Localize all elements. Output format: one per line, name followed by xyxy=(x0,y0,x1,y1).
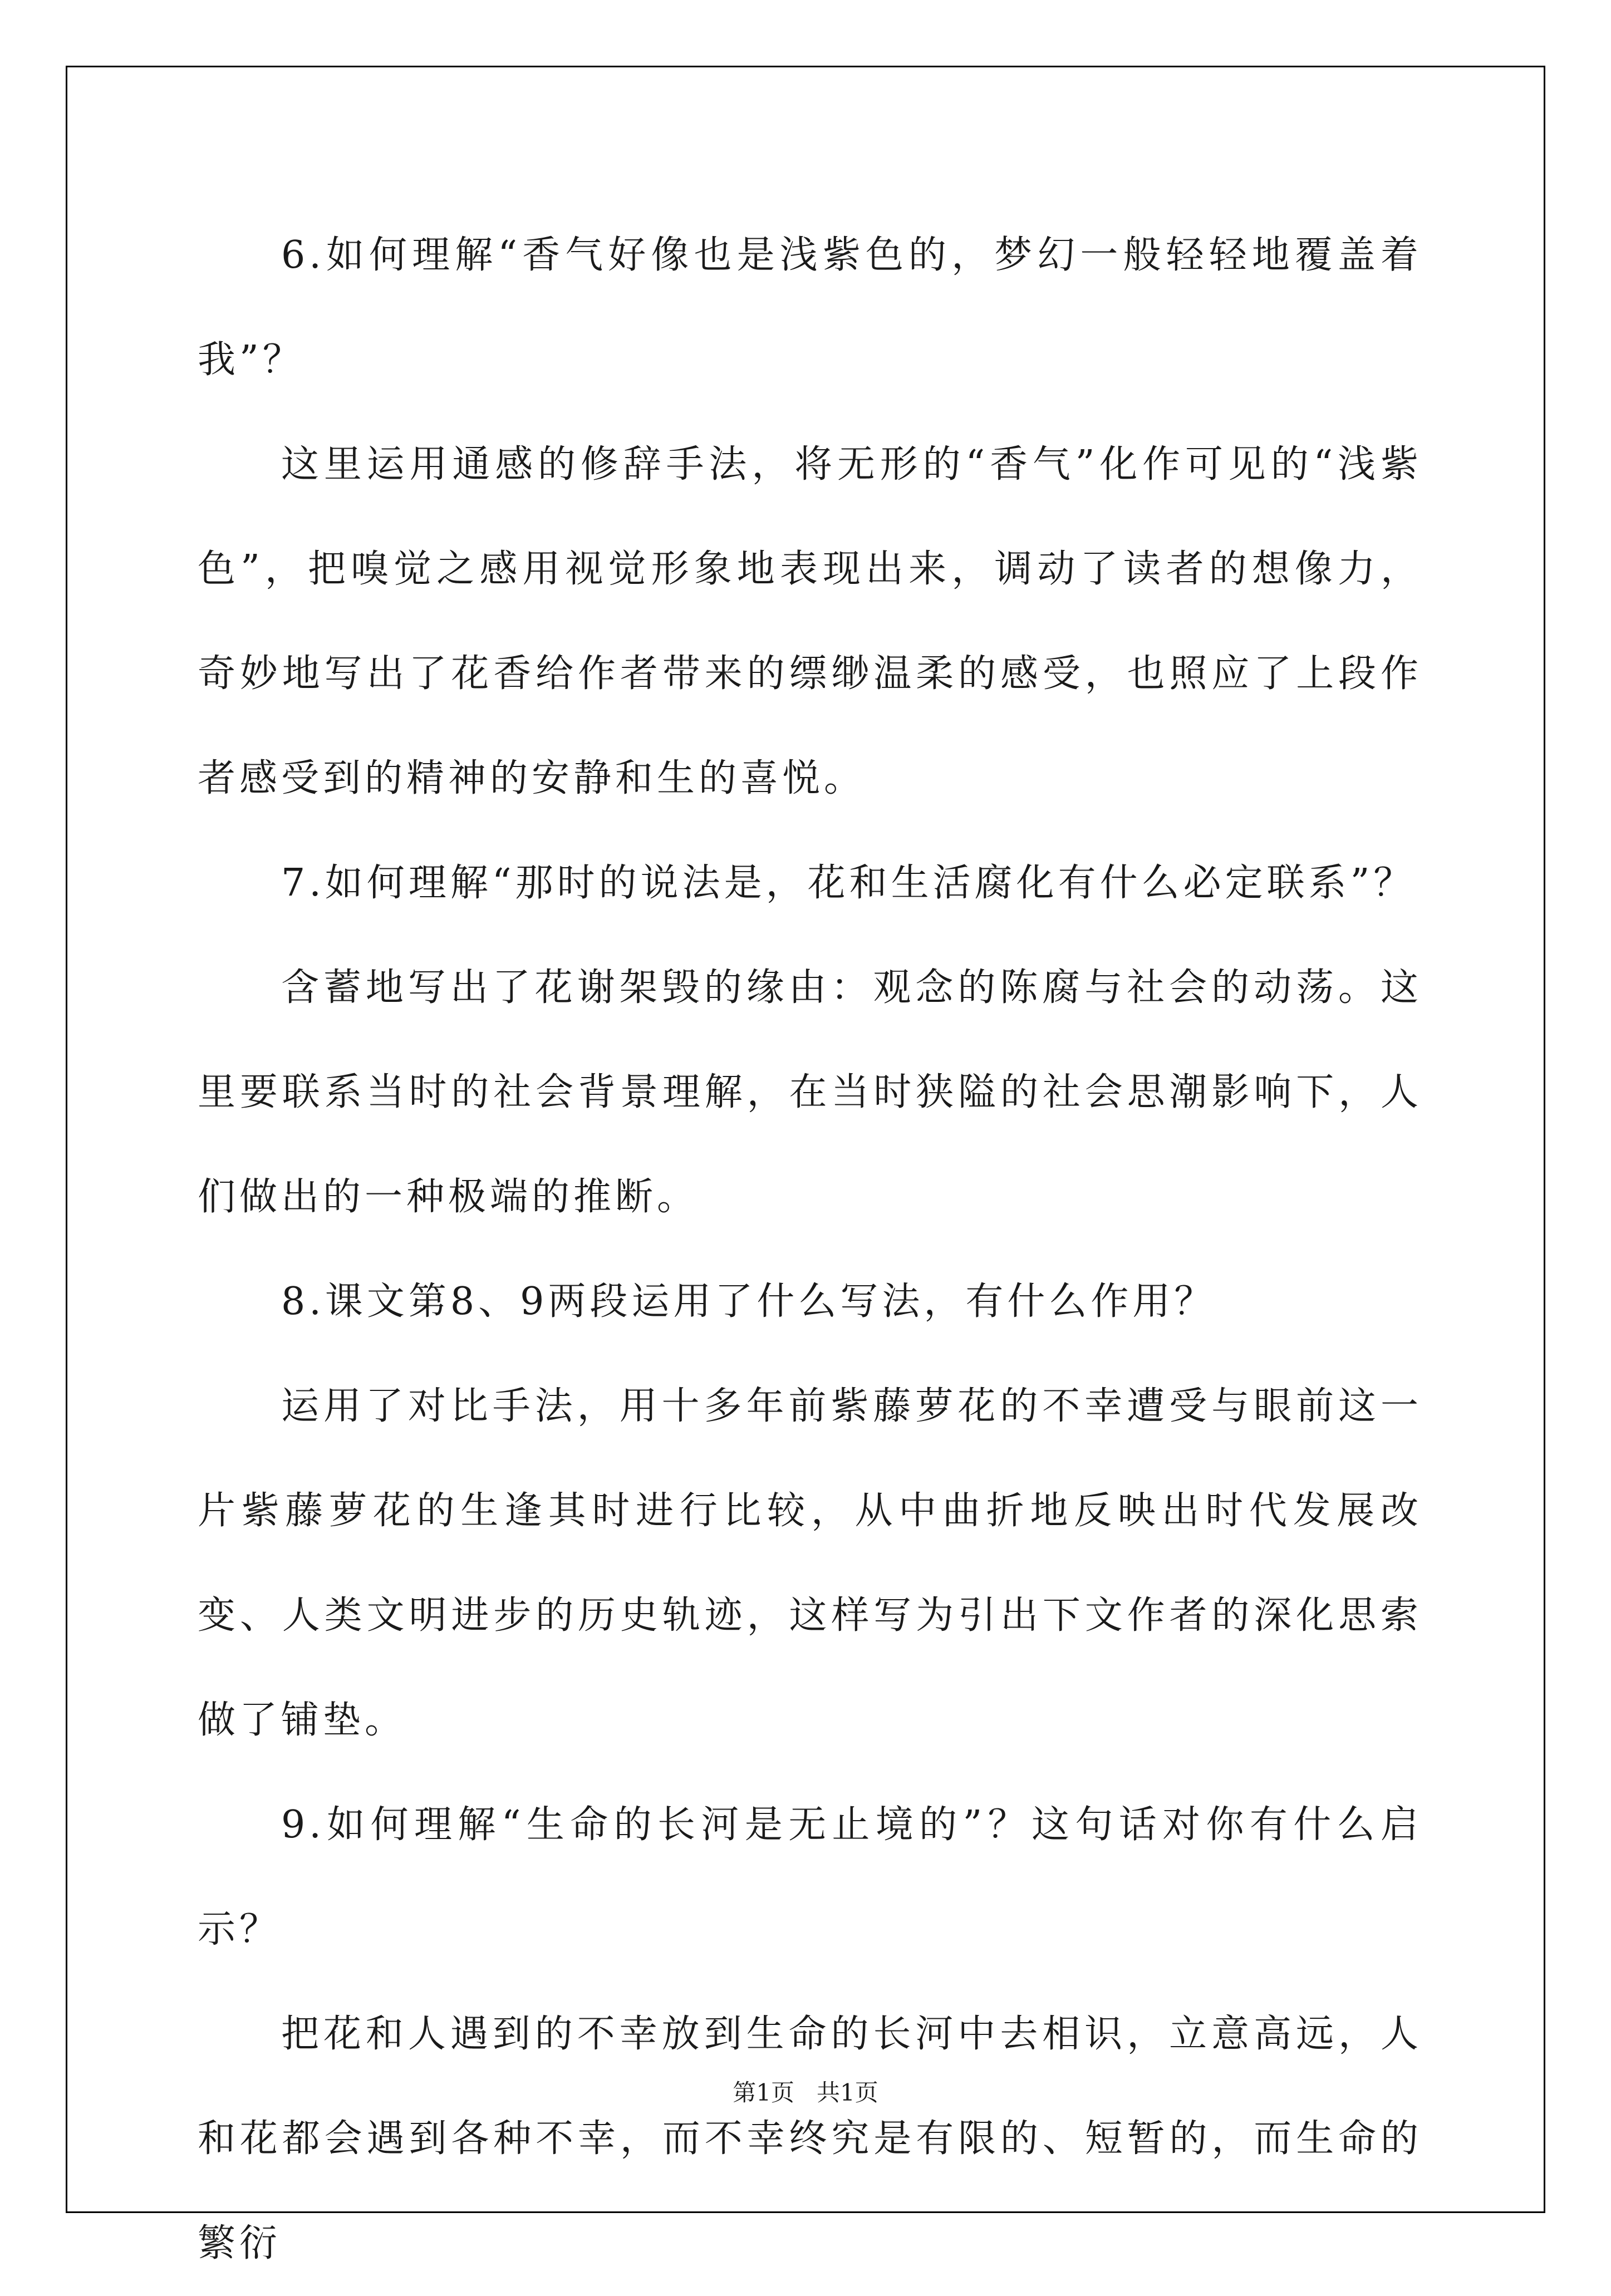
question-8: 8.课文第8、9两段运用了什么写法，有什么作用？ xyxy=(281,1280,1216,1324)
question-9: 9.如何理解“生命的长河是无止境的”？这句话对你有什么启示？ xyxy=(198,1803,1422,1951)
question-6: 6.如何理解“香气好像也是浅紫色的，梦幻一般轻轻地覆盖着我”？ xyxy=(198,233,1422,382)
answer-6: 这里运用通感的修辞手法，将无形的“香气”化作可见的“浅紫色”，把嗅觉之感用视觉形象地表现出来，调动了读者的想像力，奇妙地写出了花香给作者带来的缥缈温柔的感受，也照应了上段作者感受到的精神的安静和生的喜悦。 xyxy=(198,443,1422,800)
answer-8: 运用了对比手法，用十多年前紫藤萝花的不幸遭受与眼前这一片紫藤萝花的生逢其时进行比较，从中曲折地反映出时代发展改变、人类文明进步的历史轨迹，这样写为引出下文作者的深化思索做了铺垫。 xyxy=(198,1384,1422,1742)
question-7: 7.如何理解“那时的说法是，花和生活腐化有什么必定联系”？ xyxy=(281,861,1416,905)
document-body xyxy=(198,203,1422,2296)
answer-9: 把花和人遇到的不幸放到生命的长河中去相识，立意高远，人和花都会遇到各种不幸，而不幸终究是有限的、短暂的，而生命的繁衍 xyxy=(198,2012,1422,2265)
page-number: 第1页 xyxy=(733,2079,794,2106)
answer-7: 含蓄地写出了花谢架毁的缘由：观念的陈腐与社会的动荡。这里要联系当时的社会背景理解，在当时狭隘的社会思潮影响下，人们做出的一种极端的推断。 xyxy=(198,966,1422,1219)
page-footer xyxy=(0,2074,1611,2108)
page-total: 共1页 xyxy=(817,2079,878,2106)
